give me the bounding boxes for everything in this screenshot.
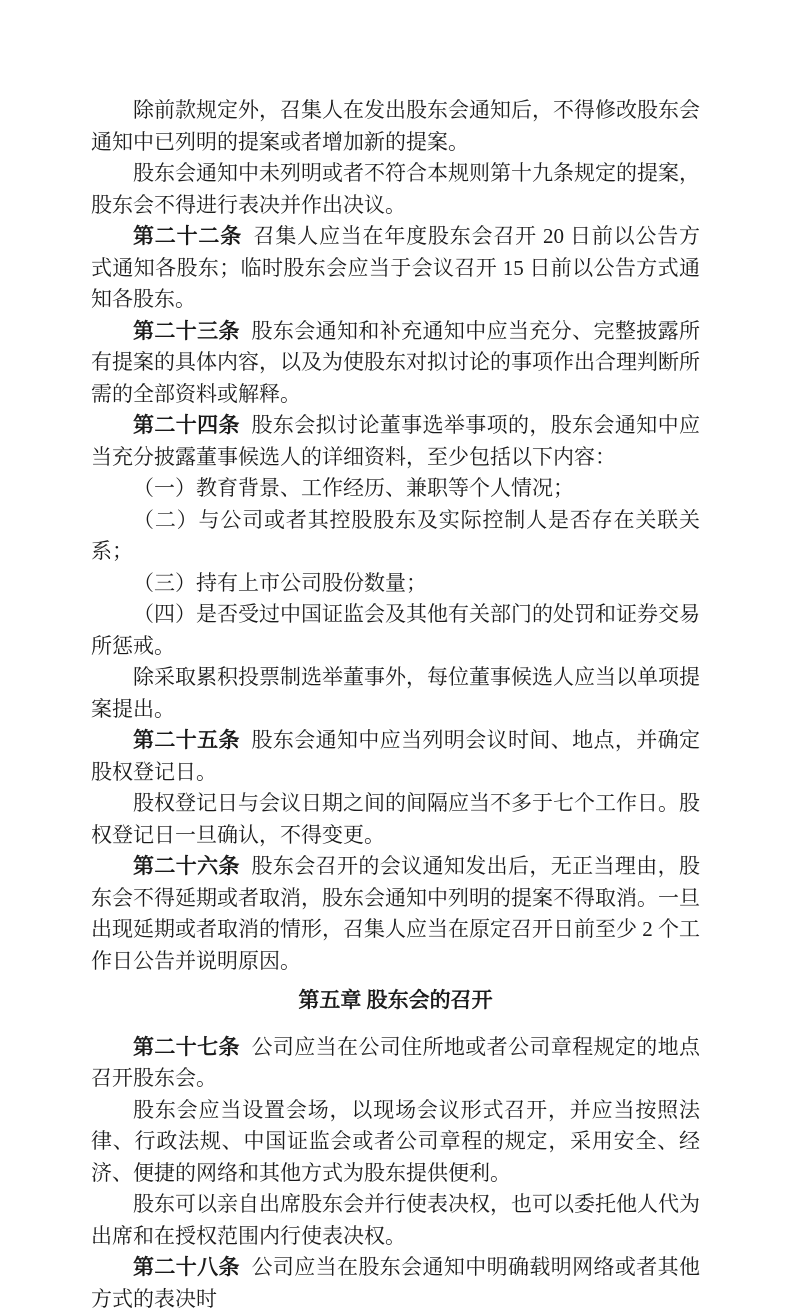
paragraph-text: 股东会通知和补充通知中应当充分、完整披露所有提案的具体内容，以及为使股东对拟讨论的事项作出合理判断所需的全部资料或解释。	[91, 318, 700, 406]
paragraph	[91, 1095, 700, 1190]
paragraph	[91, 1189, 700, 1252]
article-number: 第二十四条	[133, 413, 240, 437]
paragraph-text: 除前款规定外，召集人在发出股东会通知后，不得修改股东会通知中已列明的提案或者增加新的提案。	[91, 98, 700, 154]
list-item-1	[91, 473, 700, 505]
article-number: 第二十三条	[133, 318, 240, 343]
list-item-4	[91, 599, 700, 662]
paragraph-text: 公司应当在公司住所地或者公司章程规定的地点召开股东会。	[91, 1034, 700, 1090]
paragraph	[91, 662, 700, 725]
paragraph-text: （二）与公司或者其控股股东及实际控制人是否存在关联关系；	[91, 507, 700, 563]
paragraph	[91, 788, 700, 851]
paragraph-article-27	[91, 1032, 700, 1095]
paragraph-article-25	[91, 725, 700, 788]
paragraph-text: 股东会召开的会议通知发出后，无正当理由，股东会不得延期或者取消，股东会通知中列明的提案不得取消。一旦出现延期或者取消的情形，召集人应当在原定召开日前至少 2 个工作日公告并说明原因。	[91, 854, 700, 973]
article-number: 第二十八条	[133, 1255, 240, 1279]
paragraph-text: （一）教育背景、工作经历、兼职等个人情况；	[133, 476, 574, 500]
article-number: 第二十六条	[133, 854, 240, 878]
paragraph-text: 公司应当在股东会通知中明确载明网络或者其他方式的表决时	[91, 1255, 700, 1311]
paragraph	[91, 95, 700, 158]
paragraph-text: 股东会通知中未列明或者不符合本规则第十九条规定的提案，股东会不得进行表决并作出决议。	[91, 161, 700, 217]
paragraph-text: （三）持有上市公司股份数量；	[133, 570, 427, 595]
chapter-heading: 第五章 股东会的召开	[298, 988, 493, 1012]
article-number: 第二十七条	[133, 1034, 240, 1059]
paragraph-text: 召集人应当在年度股东会召开 20 日前以公告方式通知各股东；临时股东会应当于会议召开 15 日前以公告方式通知各股东。	[91, 224, 701, 311]
paragraph-text: 股权登记日与会议日期之间的间隔应当不多于七个工作日。股权登记日一旦确认，不得变更。	[91, 791, 700, 847]
paragraph-text: 除采取累积投票制选举董事外，每位董事候选人应当以单项提案提出。	[91, 665, 700, 721]
paragraph-article-26	[91, 851, 700, 977]
paragraph-text: 股东会拟讨论董事选举事项的，股东会通知中应当充分披露董事候选人的详细资料，至少包括以下内容：	[91, 413, 700, 469]
paragraph-article-24	[91, 410, 700, 473]
paragraph-article-22	[91, 221, 700, 316]
paragraph-text: 股东会应当设置会场，以现场会议形式召开，并应当按照法律、行政法规、中国证监会或者公司章程的规定，采用安全、经济、便捷的网络和其他方式为股东提供便利。	[91, 1097, 700, 1185]
article-number: 第二十二条	[133, 224, 242, 248]
paragraph-article-28	[91, 1252, 700, 1315]
paragraph-text: 股东可以亲自出席股东会并行使表决权，也可以委托他人代为出席和在授权范围内行使表决权。	[91, 1192, 700, 1248]
list-item-3	[91, 568, 700, 600]
list-item-2	[91, 505, 700, 568]
paragraph-text: 股东会通知中应当列明会议时间、地点，并确定股权登记日。	[91, 728, 700, 784]
paragraph-article-23	[91, 316, 700, 411]
article-number: 第二十五条	[133, 728, 240, 752]
paragraph-text: （四）是否受过中国证监会及其他有关部门的处罚和证券交易所惩戒。	[91, 602, 700, 658]
paragraph	[91, 158, 700, 221]
